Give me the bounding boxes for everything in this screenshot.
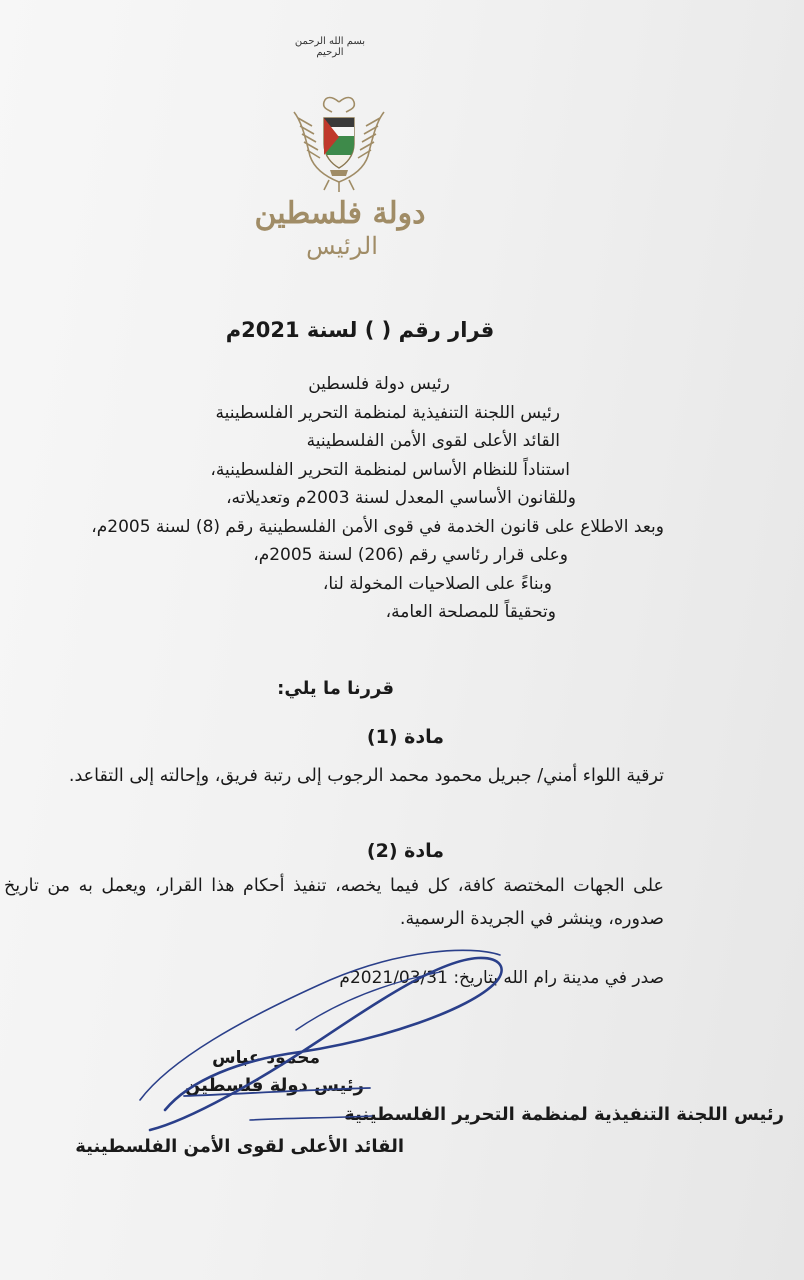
preamble-line: استناداً للنظام الأساس لمنظمة التحرير الفلسطينية، — [210, 459, 570, 480]
preamble-line: وبناءً على الصلاحيات المخولة لنا، — [322, 573, 552, 594]
office-name-text: الرئيس — [306, 232, 378, 260]
preamble-line: وللقانون الأساسي المعدل لسنة 2003م وتعديلاته، — [226, 488, 576, 508]
preamble — [24, 370, 664, 627]
preamble-line: وتحقيقاً للمصلحة العامة، — [385, 602, 556, 622]
bismillah-text: بسم الله الرحمن الرحيم — [294, 36, 366, 58]
article-2-title: مادة (2) — [366, 840, 444, 862]
preamble-line: وبعد الاطلاع على قانون الخدمة في قوى الأمن الفلسطينية رقم (8) لسنة 2005م، — [91, 516, 664, 537]
eagle-emblem-icon — [284, 82, 394, 194]
preamble-line: رئيس دولة فلسطين — [308, 374, 450, 394]
signatory-title-3: القائد الأعلى لقوى الأمن الفلسطينية — [75, 1136, 404, 1157]
article-1-title: مادة (1) — [366, 726, 444, 748]
signatory-title-2: رئيس اللجنة التنفيذية لمنظمة التحرير الفلسطينية — [344, 1104, 784, 1125]
issue-date-line: صدر في مدينة رام الله بتاريخ: 2021/03/31م — [339, 968, 664, 988]
state-name-text: دولة فلسطين — [254, 196, 426, 231]
preamble-line: وعلى قرار رئاسي رقم (206) لسنة 2005م، — [253, 545, 568, 565]
decided-heading: قررنا ما يلي: — [277, 678, 394, 699]
decree-title: قرار رقم ( ) لسنة 2021م — [225, 318, 495, 342]
preamble-line: رئيس اللجنة التنفيذية لمنظمة التحرير الفلسطينية — [215, 402, 560, 423]
preamble-line: القائد الأعلى لقوى الأمن الفلسطينية — [306, 431, 560, 451]
article-1-text: ترقية اللواء أمني/ جبريل محمود محمد الرجوب إلى رتبة فريق، وإحالته إلى التقاعد. — [68, 766, 664, 786]
article-2-text: على الجهات المختصة كافة، كل فيما يخصه، تنفيذ أحكام هذا القرار، ويعمل به من تاريخ صدوره، وينشر في الجريدة الرسمية. — [4, 876, 664, 929]
signatory-name: محمود عباس — [212, 1048, 320, 1068]
signatory-title-1: رئيس دولة فلسطين — [184, 1075, 364, 1096]
